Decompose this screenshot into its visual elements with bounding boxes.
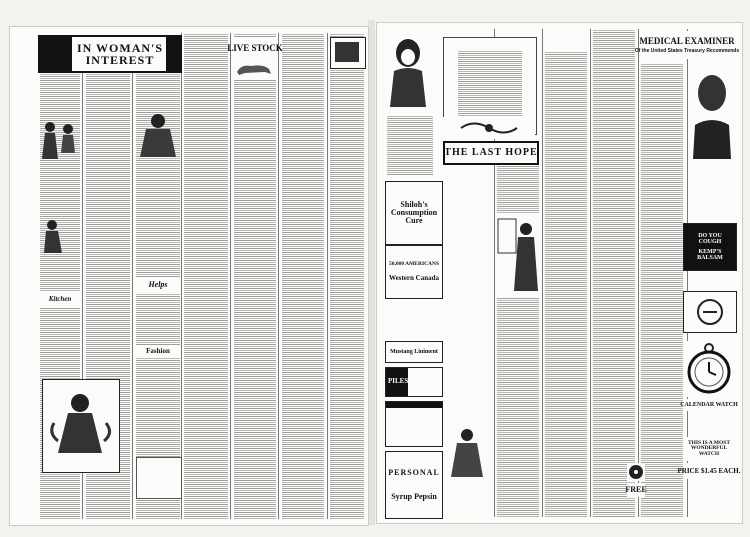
doctor-portrait bbox=[689, 65, 735, 165]
column-5 bbox=[232, 33, 278, 519]
r-column-4 bbox=[543, 51, 589, 517]
medical-examiner-subtitle: Of the United States Treasury Recommends bbox=[634, 47, 740, 54]
piles-title: PILES bbox=[388, 377, 409, 385]
last-hope-banner bbox=[443, 141, 539, 165]
column-7 bbox=[328, 33, 366, 519]
ad-text-block bbox=[385, 115, 435, 175]
wonderful-watch-heading bbox=[683, 437, 735, 461]
personal-ad bbox=[385, 451, 443, 519]
binding-gutter bbox=[368, 20, 375, 525]
personal-title: PERSONAL bbox=[388, 468, 440, 477]
pocket-watch-image bbox=[683, 341, 735, 397]
kitchen-label: Kitchen bbox=[48, 294, 72, 303]
syrup-pepsin-label: Syrup Pepsin bbox=[391, 492, 437, 501]
live-stock-title: LIVE STOCK bbox=[227, 42, 283, 53]
woman-at-table-illustration bbox=[443, 423, 491, 483]
americans-ad bbox=[385, 245, 443, 299]
fashion-figure-2 bbox=[40, 217, 78, 257]
sapiens-ad bbox=[385, 401, 443, 447]
fashion-figure-3 bbox=[136, 111, 180, 163]
top-right-engraving bbox=[330, 37, 366, 69]
fashion-figure-1 bbox=[40, 117, 78, 177]
column-4 bbox=[182, 33, 230, 519]
fashion-label: Fashion bbox=[146, 346, 170, 355]
r-column-5 bbox=[591, 29, 637, 517]
do-you-cough-label: DO YOU COUGH bbox=[698, 233, 722, 245]
fashion-heading bbox=[136, 345, 180, 357]
last-hope-title: THE LAST HOPE bbox=[444, 147, 538, 158]
masthead-title: IN WOMAN'S INTEREST bbox=[76, 41, 164, 67]
large-illustration bbox=[42, 379, 120, 473]
shilohs-title: Shiloh's Consumption Cure bbox=[390, 200, 438, 225]
price-label: PRICE $1.45 EACH. bbox=[677, 466, 741, 475]
phonograph-disc bbox=[627, 463, 645, 481]
womans-interest-masthead bbox=[38, 35, 182, 73]
price-heading bbox=[677, 463, 741, 479]
livestock-engraving bbox=[232, 59, 278, 79]
woman-window-illustration bbox=[495, 213, 541, 297]
helps-label: Helps bbox=[148, 280, 168, 289]
medical-examiner-header bbox=[634, 31, 740, 59]
kemps-balsam-label: KEMP'S BALSAM bbox=[697, 249, 723, 261]
last-hope-ornament bbox=[443, 117, 535, 139]
shilohs-ad bbox=[385, 181, 443, 245]
calendar-watch-title: CALENDAR WATCH bbox=[680, 402, 738, 408]
mustang-title: Mustang Liniment bbox=[390, 349, 438, 355]
helps-heading bbox=[136, 277, 180, 293]
free-label: FREE bbox=[625, 485, 647, 494]
coupon-form bbox=[136, 457, 182, 499]
western-canada-label: Western Canada bbox=[389, 274, 439, 283]
right-newspaper-page bbox=[376, 22, 743, 524]
r-column-6 bbox=[639, 63, 685, 517]
sailors-ad bbox=[683, 291, 737, 333]
americans-title: 50,000 AMERICANS bbox=[388, 260, 440, 267]
portrait-woman bbox=[387, 33, 429, 113]
column-6 bbox=[280, 33, 326, 519]
live-stock-header bbox=[227, 37, 283, 59]
mustang-ad bbox=[385, 341, 443, 363]
kemps-balsam-ad bbox=[683, 223, 737, 271]
medical-examiner-title: MEDICAL EXAMINER bbox=[639, 35, 735, 46]
piles-ad bbox=[385, 367, 443, 397]
free-ad bbox=[627, 483, 645, 497]
left-newspaper-page bbox=[9, 26, 369, 526]
kitchen-heading bbox=[40, 291, 80, 307]
calendar-watch-heading bbox=[680, 399, 738, 411]
wonderful-watch-title: THIS IS A MOST WONDERFUL WATCH bbox=[687, 439, 731, 457]
